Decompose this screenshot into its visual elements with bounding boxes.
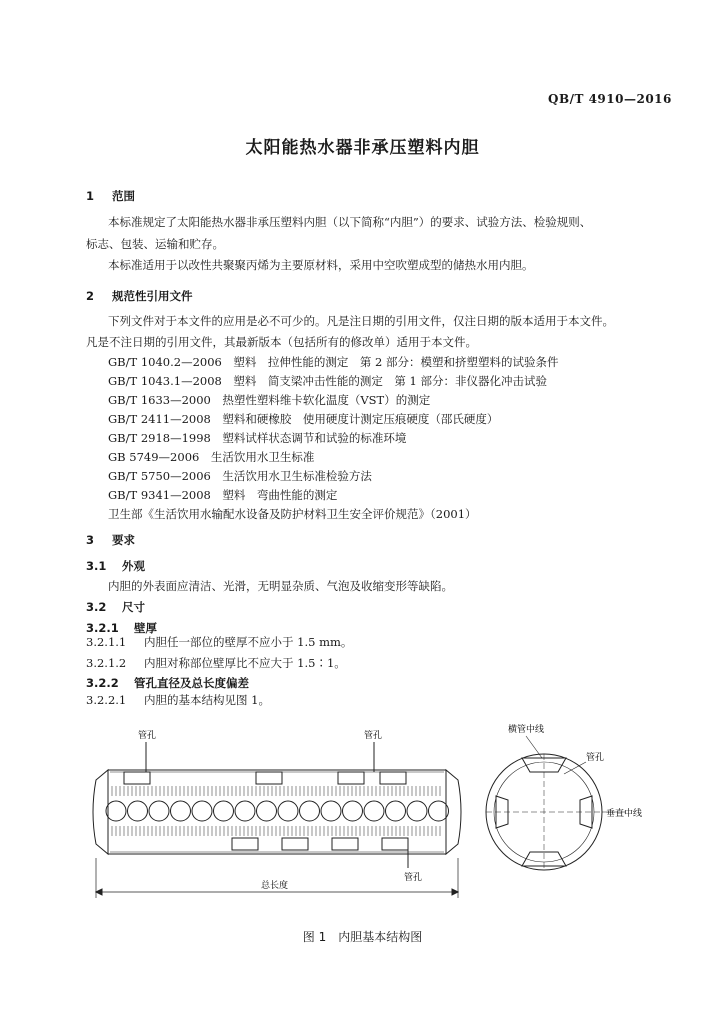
normative-reference: GB/T 1043.1—2008 塑料 简支梁冲击性能的测定 第 1 部分：非仪器化冲击试验 <box>108 374 547 388</box>
section-number: 1 <box>86 189 95 203</box>
clause-3-2-1-1 <box>86 634 352 650</box>
figure-caption: 图 1 内胆基本结构图 <box>302 930 423 944</box>
section-title: 外观 <box>122 559 145 573</box>
section-number: 3.2 <box>86 600 107 614</box>
normative-reference: GB/T 2411—2008 塑料和硬橡胶 使用硬度计测定压痕硬度（邵氏硬度） <box>108 412 499 426</box>
clause-text: 内胆任一部位的壁厚不应小于 1.5 mm。 <box>144 635 353 649</box>
section-number: 3.1 <box>86 559 107 573</box>
tube-holes-row <box>106 801 449 821</box>
clause-text: 内胆对称部位壁厚比不应大于 1.5∶1。 <box>144 656 346 670</box>
figure-1 <box>86 718 666 922</box>
clause-3-2-2-1 <box>86 692 270 708</box>
standard-code: QB/T 4910—2016 <box>548 92 672 106</box>
clause-number: 3.2.1.1 <box>86 635 127 649</box>
normative-reference: GB/T 2918—1998 塑料试样状态调节和试验的标准环境 <box>108 431 407 445</box>
section-number: 3 <box>86 533 95 547</box>
section-number: 3.2.2 <box>86 676 119 690</box>
tube-hole-label: 管孔 <box>586 753 605 763</box>
section-title: 要求 <box>112 533 135 547</box>
tube-hole-label: 管孔 <box>364 731 383 741</box>
tube-hole-label: 管孔 <box>138 731 157 741</box>
subsection-3-2-heading <box>86 599 145 615</box>
vertical-center-label: 垂直中线 <box>606 809 643 819</box>
section-title: 范围 <box>112 189 135 203</box>
clause-number: 3.2.2.1 <box>86 693 127 707</box>
total-length-label: 总长度 <box>261 881 289 891</box>
section-title: 壁厚 <box>134 621 157 635</box>
normative-reference: 卫生部《生活饮用水输配水设备及防护材料卫生安全评价规范》（2001） <box>108 507 477 521</box>
page-title: 太阳能热水器非承压塑料内胆 <box>245 138 480 158</box>
section-number: 3.2.1 <box>86 621 119 635</box>
tank-structure-drawing <box>86 718 666 918</box>
normative-reference: GB/T 5750—2006 生活饮用水卫生标准检验方法 <box>108 469 372 483</box>
paragraph: 凡是不注日期的引用文件，其最新版本（包括所有的修改单）适用于本文件。 <box>86 335 477 349</box>
normative-reference: GB/T 9341—2008 塑料 弯曲性能的测定 <box>108 488 338 502</box>
paragraph: 内胆的外表面应清洁、光滑，无明显杂质、气泡及收缩变形等缺陷。 <box>108 579 453 593</box>
tube-hole-label: 管孔 <box>404 873 423 883</box>
paragraph: 下列文件对于本文件的应用是必不可少的。凡是注日期的引用文件，仅注日期的版本适用于本文件。 <box>108 314 614 328</box>
subsection-3-1-heading <box>86 558 145 574</box>
clause-text: 内胆的基本结构见图 1。 <box>144 693 270 707</box>
section-3-heading <box>86 532 135 548</box>
section-title: 管孔直径及总长度偏差 <box>134 676 249 690</box>
normative-reference: GB/T 1633—2000 热塑性塑料维卡软化温度（VST）的测定 <box>108 393 431 407</box>
normative-reference: GB 5749—2006 生活饮用水卫生标准 <box>108 450 315 464</box>
section-title: 规范性引用文件 <box>112 289 193 303</box>
section-1-heading <box>86 188 135 204</box>
clause-3-2-1-2 <box>86 655 346 671</box>
section-number: 2 <box>86 289 95 303</box>
tank-end-view <box>486 736 626 870</box>
subsection-3-2-2-heading <box>86 675 249 691</box>
section-title: 尺寸 <box>122 600 145 614</box>
paragraph: 标志、包装、运输和贮存。 <box>86 237 224 251</box>
clause-number: 3.2.1.2 <box>86 656 127 670</box>
normative-reference: GB/T 1040.2—2006 塑料 拉伸性能的测定 第 2 部分：模塑和挤塑塑料的试验条件 <box>108 355 559 369</box>
paragraph: 本标准规定了太阳能热水器非承压塑料内胆（以下简称“内胆”）的要求、试验方法、检验规则、 <box>108 215 592 229</box>
section-2-heading <box>86 288 193 304</box>
paragraph: 本标准适用于以改性共聚聚丙烯为主要原材料，采用中空吹塑成型的储热水用内胆。 <box>108 258 534 272</box>
horizontal-center-label: 横管中线 <box>508 725 545 735</box>
